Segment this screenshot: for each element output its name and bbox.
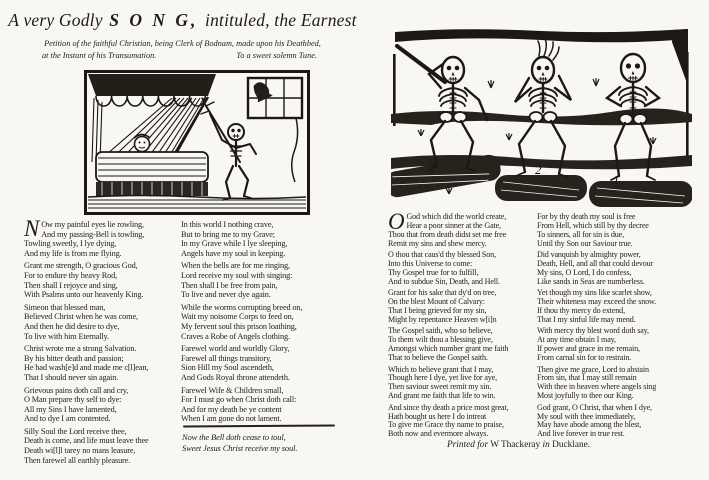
verse-line: Craves a Robe of Angels clothing. [181,331,290,341]
subtitle-line2 [42,51,317,60]
verse-line: Believed Christ when he was come, [24,312,138,322]
stanza [537,289,707,325]
bed-canopy [88,74,216,106]
verse-line: Might by repentance Heaven w[i]n [388,314,497,324]
verse-line: Farewel Wife & Children small, [181,385,284,395]
verse-line: To live with him Eternally. [24,331,109,341]
verse-line: My fervent soul this prison loathing, [181,321,297,331]
drop-cap: O [388,209,405,234]
verse-line: To them wilt thou a blessing give, [388,335,493,345]
verse-line: Farewel world and worldly Glory, [181,344,290,354]
deathbed-woodcut [84,70,310,215]
verse-line: Which to believe grant that I may, [388,364,494,374]
stanza [537,404,707,440]
verse-line: That to believe the Gospel saith. [388,353,488,363]
drop-cap: N [24,216,40,241]
verse-line: My sins, O Lord, I do confess, [537,267,632,277]
verse-line: Remit my sins and shew mercy. [388,238,487,248]
verse-line: Like sands in Seas are numberless. [537,276,645,286]
verse-line: And then he did desire to dye, [24,321,120,331]
verse-line: Then farewel all earthly pleasure. [24,455,131,465]
verse-line: Silly Soul the Lord receive thee, [24,426,127,436]
verse-line: Then give me grace, Lord to abstain [537,364,649,374]
page-title [0,10,365,31]
title-post: intituled, the Earnest [200,10,357,30]
verse-line: Simeon that blessed man, [24,302,106,312]
stanza [388,289,538,325]
verse-line: N Ow my painful eyes lie rowling, [24,216,144,241]
subtitle-line2-left: at the Instant of his Transumation. [42,51,157,60]
verse-line: Christ wrote me a strong Salvation. [24,344,137,354]
verse-line: Until thy Son our Saviour true. [537,238,633,248]
verse-line: Wait my noisome Corps to feed on, [181,312,294,322]
dying-man [134,135,150,152]
imprint-printed-for: Printed for [447,440,489,450]
verse-line: With thee in heaven where angels sing [537,382,657,392]
grave-number-3: 3 [429,160,436,175]
verse-line: Grant for his sake that dy'd on tree, [388,288,497,298]
verse-line: O God which did the world create, [388,209,507,234]
imprint-publisher: W Thackeray [490,440,541,450]
verse-line: At any time obtain I may, [537,335,616,345]
verse-line: In my Grave while I lye sleeping, [181,239,288,249]
imprint-location: Ducklane. [552,440,591,450]
skeleton-figure-3 [397,46,487,171]
verse-line: And since thy death a price most great, [388,402,509,412]
verse-line: He had wash[e]d and made me c[l]ean, [24,363,149,373]
verse-line: Hath bought us here I do intreat [388,411,487,421]
verse-line: Sion Hill my Soul ascendeth, [181,363,274,373]
verse-line: Grant me strength, O gracious God, [24,261,138,271]
verse-line: Hear a poor sinner at the Gate, [406,220,501,230]
verse-column-left-1 [24,216,178,468]
verse-line: Amongst which number grant me faith [388,344,509,354]
verse-line: That I my sinful life may mend. [537,314,636,324]
verse-line: Then saviour sweet remit my sin. [388,382,492,392]
verse-line: For I must go when Christ doth call: [181,395,297,405]
stanza [24,386,178,424]
stanza [537,251,707,287]
verse-line: On the blest Mount of Calvary: [388,297,485,307]
verse-line: To sinners, all for sin is due, [537,229,624,239]
verse-line: And Gods Royal throne attendeth. [181,372,290,382]
bed-body [96,152,208,196]
verse-line: God grant, O Christ, that when I dye, [537,402,652,412]
verse-line: From carnal sin for to restrain. [537,353,632,363]
skeletons-woodcut [391,24,692,208]
verse-line: And my life is from me flying. [24,248,122,258]
stanza [537,213,707,249]
verse-line: My soul with thee immediately, [537,411,636,421]
stanza [537,366,707,402]
verse-line: With mercy thy blest word doth say, [537,326,649,336]
verse-line: Into this Universe to come: [388,259,473,269]
verse-line: Though here I dye, yet live for aye, [388,373,497,383]
right-page [365,0,709,480]
verse-line: Then shall I be free from pain, [181,280,278,290]
stanza [388,327,538,363]
stanza [181,220,357,258]
verse-line: All my Sins I have lamented, [24,404,117,414]
stanza [24,261,178,299]
stanza [24,216,178,258]
verse-line: From sin, that I may still remain [537,373,637,383]
verse-line: That I should never sin again. [24,372,119,382]
verse-line: And for my death be ye content [181,404,282,414]
sky-band [393,29,689,162]
stanza [181,386,357,424]
verse-line: But to bring me to my Grave; [181,229,275,239]
verse-line: Death, Hell, and all that could devour [537,259,654,269]
verse-line: By his bitter death and passion; [24,353,124,363]
title-pre: A very Godly [8,10,108,30]
verse-column-right-2 [537,213,707,442]
verse-line: And to subdue Sin, Death, and Hell. [388,276,500,286]
verse-line: When I am gone do not lament. [181,414,282,424]
verse-line: Yet though my sins like scarlet show, [537,288,652,298]
stanza [181,303,357,341]
stanza [388,251,538,287]
verse-line: And grant me faith that life to win. [388,391,496,401]
stanza [388,209,538,249]
verse-line: From Hell, which still by thy decree [537,220,649,230]
grave-number-2: 2 [535,162,542,177]
verse-line: Thy Gospel true for to fulfill, [388,267,479,277]
stanza [181,344,357,382]
verse-line: O Man prepare thy self to dye: [24,395,122,405]
verse-line: Death wi[l]l tarey no mans leasure, [24,446,136,456]
verse-line: Lord receive my soul with singing: [181,270,293,280]
imprint [447,440,590,450]
verse-line: When the bells are for me ringing, [181,261,290,271]
stanza [537,327,707,363]
verse-column-right-1 [388,209,538,442]
verse-line: The Gospel saith, who so believe, [388,326,493,336]
imprint-in: in [542,440,550,450]
subtitle-line2-right: To a sweet solemn Tune. [236,51,317,60]
stanza [24,427,178,465]
verse-line: For by thy death my soul is free [537,212,636,221]
verse-line: For to endure thy heavy Rod, [24,270,118,280]
verse-line: And live forever in true rest. [537,429,625,439]
verse-line: Grievous pains doth call and cry, [24,385,129,395]
verse-line: That I being grieved for my sin, [388,306,487,316]
verse-line: Angels have my soul in keeping. [181,248,286,258]
verse-line: If power and grace in me remain, [537,344,640,354]
verse-line: Then shall I rejoyce and sing, [24,280,118,290]
verse-line: If thou thy mercy do extend, [537,306,625,316]
stanza [24,303,178,341]
verse-line: And my passing-Bell is towling, [41,229,145,239]
verse-line: To live and never dye again. [181,290,271,300]
verse-column-left-2 [181,220,357,427]
stanza [24,344,178,382]
verse-line: With Psalms unto our heavenly King. [24,290,144,300]
bell-note-line1: Now the Bell doth cease to toul, [182,432,286,442]
stanza [181,261,357,299]
verse-line: And to dye I am contented. [24,414,111,424]
verse-line: Death is come, and life must leave thee [24,436,149,446]
skeleton-figure-2 [515,39,571,177]
verse-line: Towling sweetly, I lye dying, [24,239,117,249]
verse-line: In this world I nothing crave, [181,220,274,229]
verse-line: Thou that from death didst set me free [388,229,507,239]
verse-line: To give me Grace thy name to praise, [388,420,504,430]
subtitle-line1: Petition of the faithful Christian, being Clerk of Bodnam, made upon his Deathbed, [44,39,321,48]
verse-line: Both now and evermore always. [388,429,489,439]
verse-line: Did vanquish by almighty power, [537,250,641,260]
verse-line: O thou that caus'd thy blessed Son, [388,250,496,260]
bell-note [182,432,297,453]
stanza [388,366,538,402]
verse-line: Most joyfully to thee our King. [537,391,634,401]
verse-line: While the worms corrupting breed on, [181,302,303,312]
verse-line: Their whiteness may exceed the snow. [537,297,657,307]
divider-rule [183,424,335,427]
stanza [388,404,538,440]
verse-line: Farewel all things transitory, [181,353,272,363]
verse-line: May have abode among the blest, [537,420,642,430]
bell-note-line2: Sweet Jesus Christ receive my soul. [182,442,298,453]
grave-number-1: 1 [613,172,620,187]
title-song: S O N G, [109,10,199,30]
